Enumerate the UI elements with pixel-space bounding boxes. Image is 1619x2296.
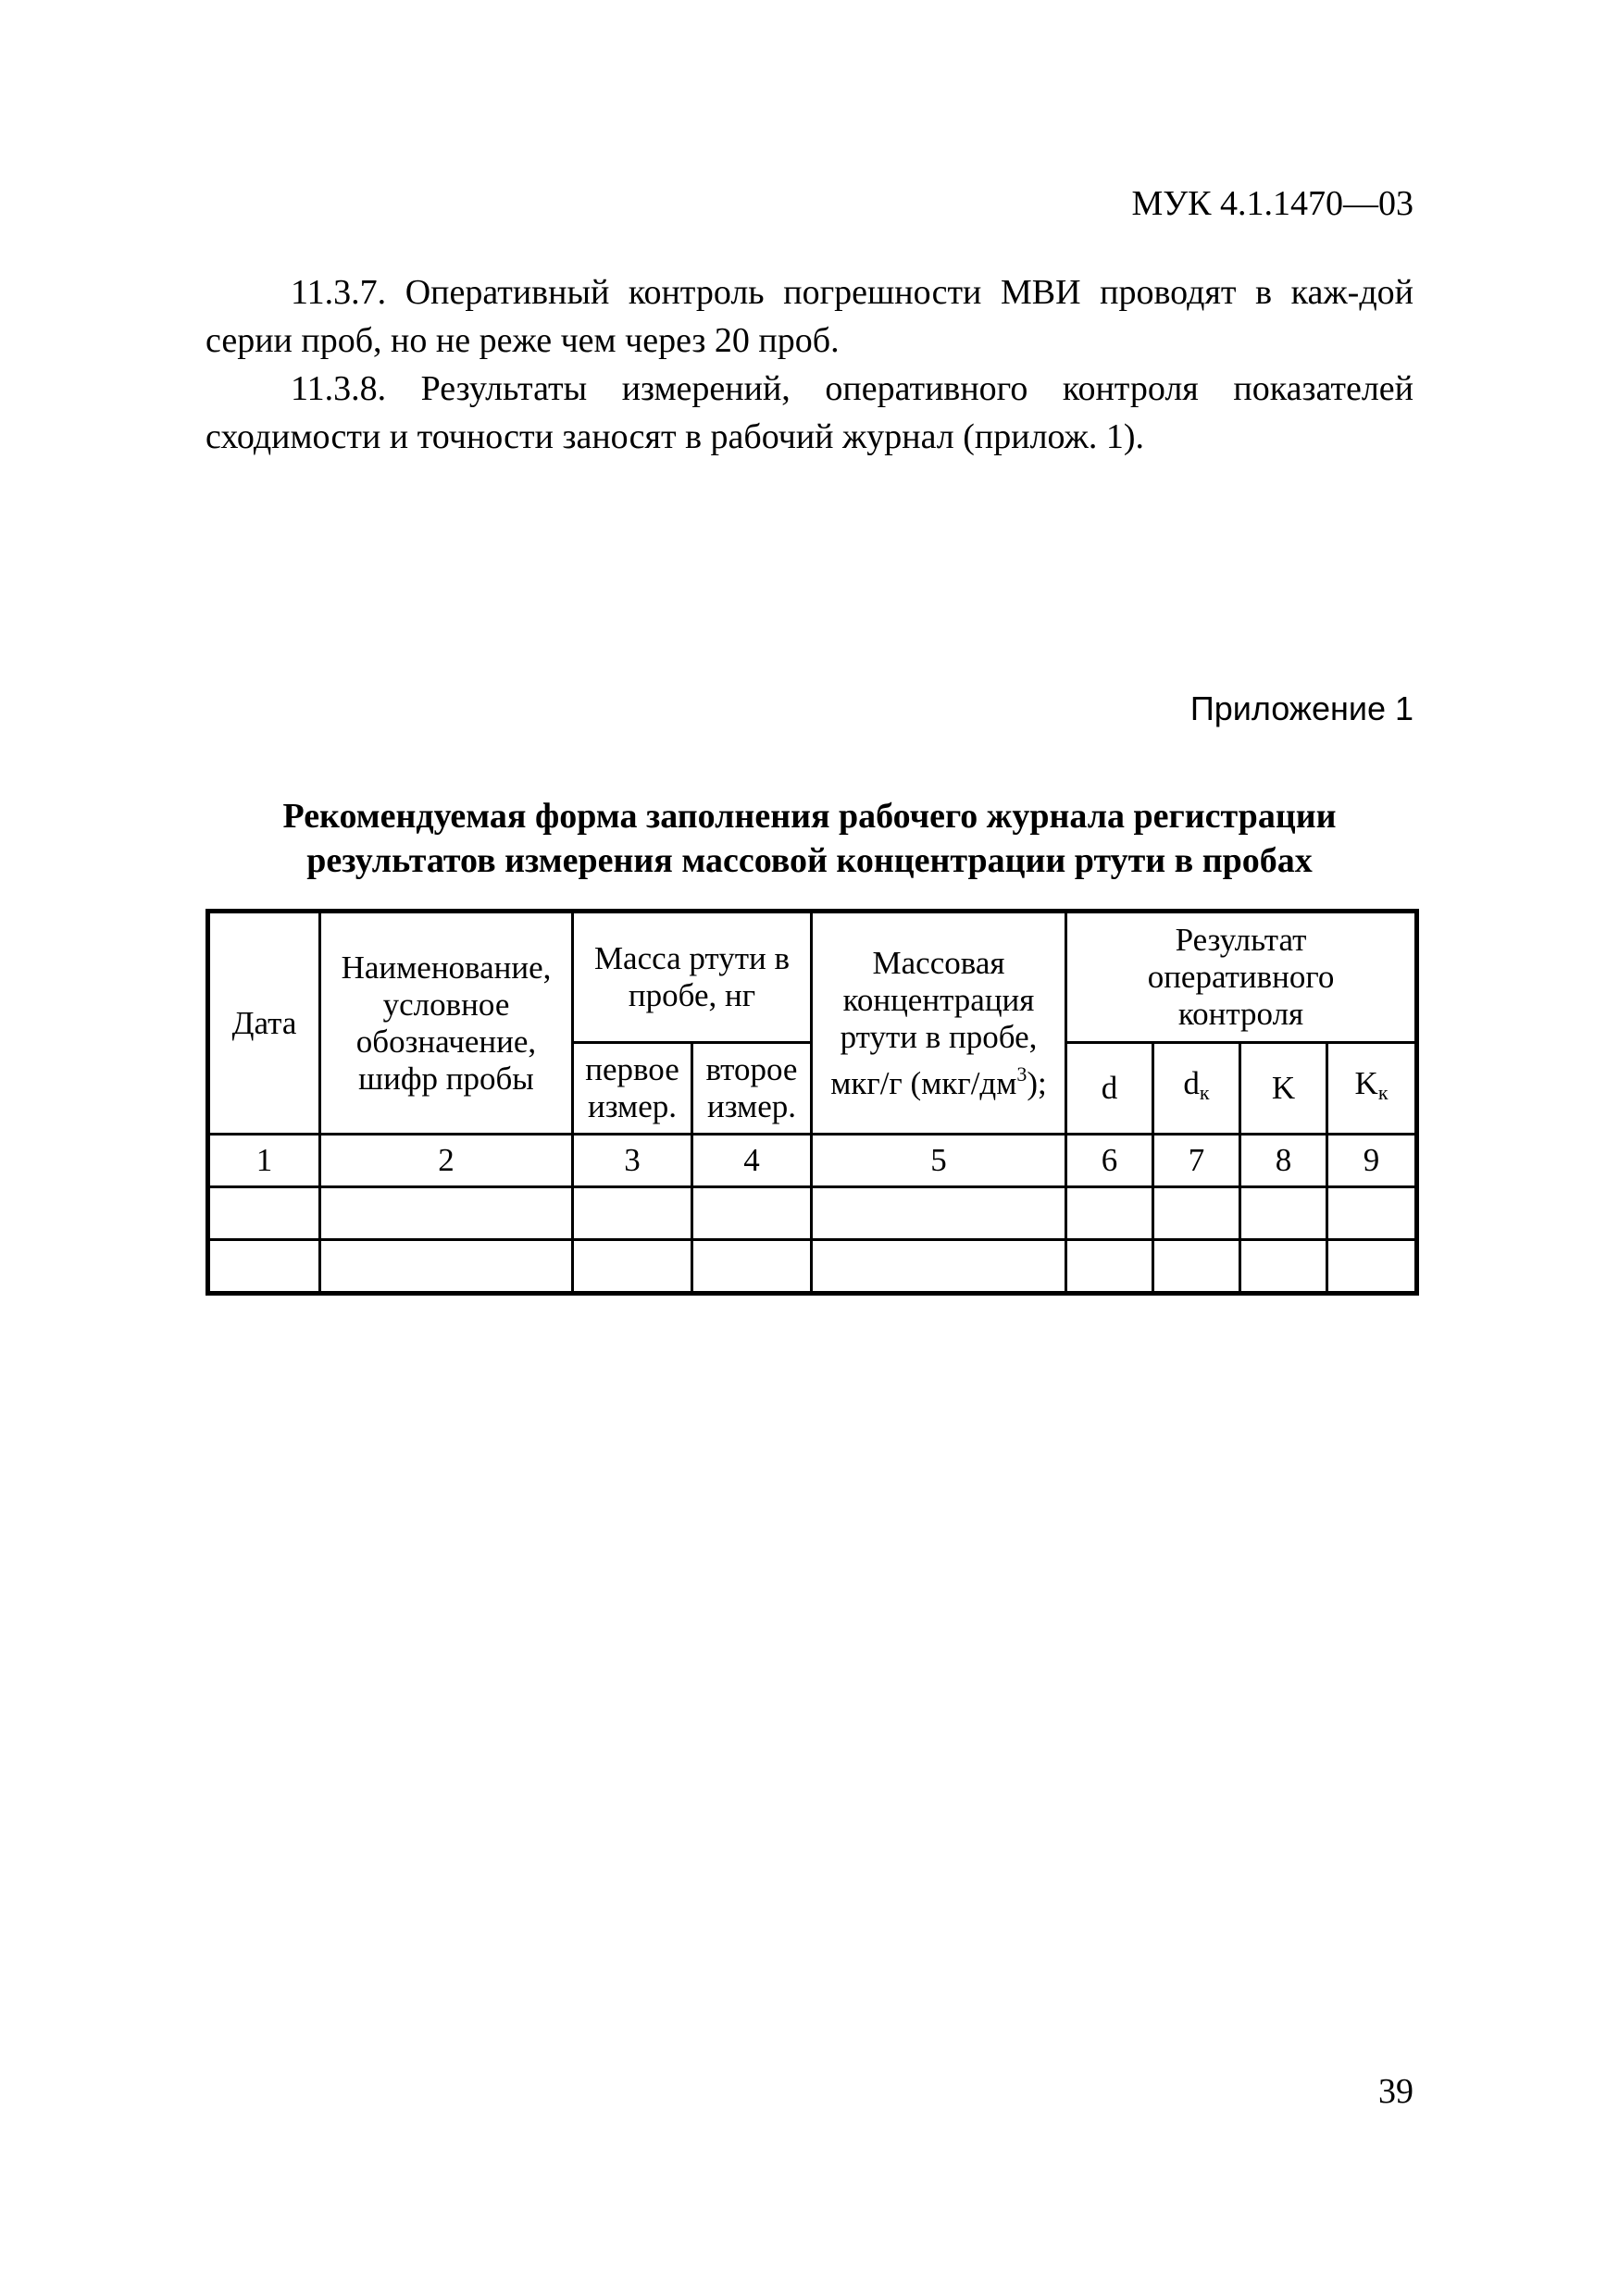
empty-cell — [1240, 1240, 1327, 1294]
paragraph-text: 11.3.8. Результаты измерений, оперативного контроля показателей сходимости и точности заносят в рабочий журнал (прилож. 1). — [205, 369, 1414, 456]
empty-cell — [692, 1240, 812, 1294]
title-line: результатов измерения массовой концентрации ртути в пробах — [306, 841, 1313, 880]
empty-row — [208, 1240, 1417, 1294]
paragraph-11-3-7 — [205, 268, 1414, 365]
column-number-row — [208, 1135, 1417, 1187]
title-line: Рекомендуемая форма заполнения рабочего журнала регистрации — [282, 797, 1337, 836]
concentration-text: Массовая концентрация ртути в пробе, мкг/г (мкг/дм — [830, 944, 1038, 1101]
empty-cell — [320, 1240, 573, 1294]
empty-cell — [1066, 1187, 1153, 1240]
empty-cell — [1153, 1187, 1240, 1240]
empty-cell — [573, 1187, 692, 1240]
document-code: МУК 4.1.1470—03 — [1131, 184, 1414, 223]
column-number: 3 — [573, 1135, 692, 1187]
empty-cell — [573, 1240, 692, 1294]
header-row-1 — [208, 912, 1417, 1043]
empty-cell — [320, 1187, 573, 1240]
header-mass-concentration — [812, 912, 1066, 1135]
column-number: 1 — [208, 1135, 320, 1187]
table-title — [205, 794, 1414, 883]
body-text — [205, 268, 1414, 461]
header-control-result: Результат оперативного контроля — [1066, 912, 1417, 1043]
empty-cell — [1240, 1187, 1327, 1240]
column-number: 8 — [1240, 1135, 1327, 1187]
superscript: 3 — [1016, 1061, 1027, 1086]
header-second-measurement: второе измер. — [692, 1043, 812, 1135]
empty-cell — [1153, 1240, 1240, 1294]
header-dk — [1153, 1043, 1240, 1135]
symbol-base: K — [1354, 1065, 1378, 1101]
subscript: к — [1199, 1081, 1210, 1104]
column-number: 9 — [1327, 1135, 1417, 1187]
appendix-label: Приложение 1 — [1189, 689, 1414, 727]
column-number: 5 — [812, 1135, 1066, 1187]
header-first-measurement: первое измер. — [573, 1043, 692, 1135]
page-number: 39 — [1378, 2072, 1414, 2111]
empty-cell — [208, 1240, 320, 1294]
empty-cell — [692, 1187, 812, 1240]
empty-cell — [812, 1187, 1066, 1240]
journal-form-table — [205, 909, 1419, 1296]
header-mercury-mass: Масса ртути в пробе, нг — [573, 912, 812, 1043]
empty-cell — [1327, 1187, 1417, 1240]
empty-cell — [1066, 1240, 1153, 1294]
symbol-base: d — [1183, 1065, 1200, 1101]
subscript: к — [1377, 1081, 1389, 1104]
column-number: 6 — [1066, 1135, 1153, 1187]
column-number: 2 — [320, 1135, 573, 1187]
empty-cell — [208, 1187, 320, 1240]
concentration-end: ); — [1027, 1064, 1047, 1101]
paragraph-11-3-8 — [205, 365, 1414, 461]
empty-cell — [812, 1240, 1066, 1294]
header-K: K — [1240, 1043, 1327, 1135]
empty-row — [208, 1187, 1417, 1240]
column-number: 7 — [1153, 1135, 1240, 1187]
column-number: 4 — [692, 1135, 812, 1187]
header-date: Дата — [208, 912, 320, 1135]
header-Kk — [1327, 1043, 1417, 1135]
header-d: d — [1066, 1043, 1153, 1135]
paragraph-text: 11.3.7. Оперативный контроль погрешности МВИ проводят в каж-дой серии проб, но не реже чем через 20 проб. — [205, 273, 1414, 360]
header-sample-name: Наименование, условное обозначение, шифр пробы — [320, 912, 573, 1135]
empty-cell — [1327, 1240, 1417, 1294]
